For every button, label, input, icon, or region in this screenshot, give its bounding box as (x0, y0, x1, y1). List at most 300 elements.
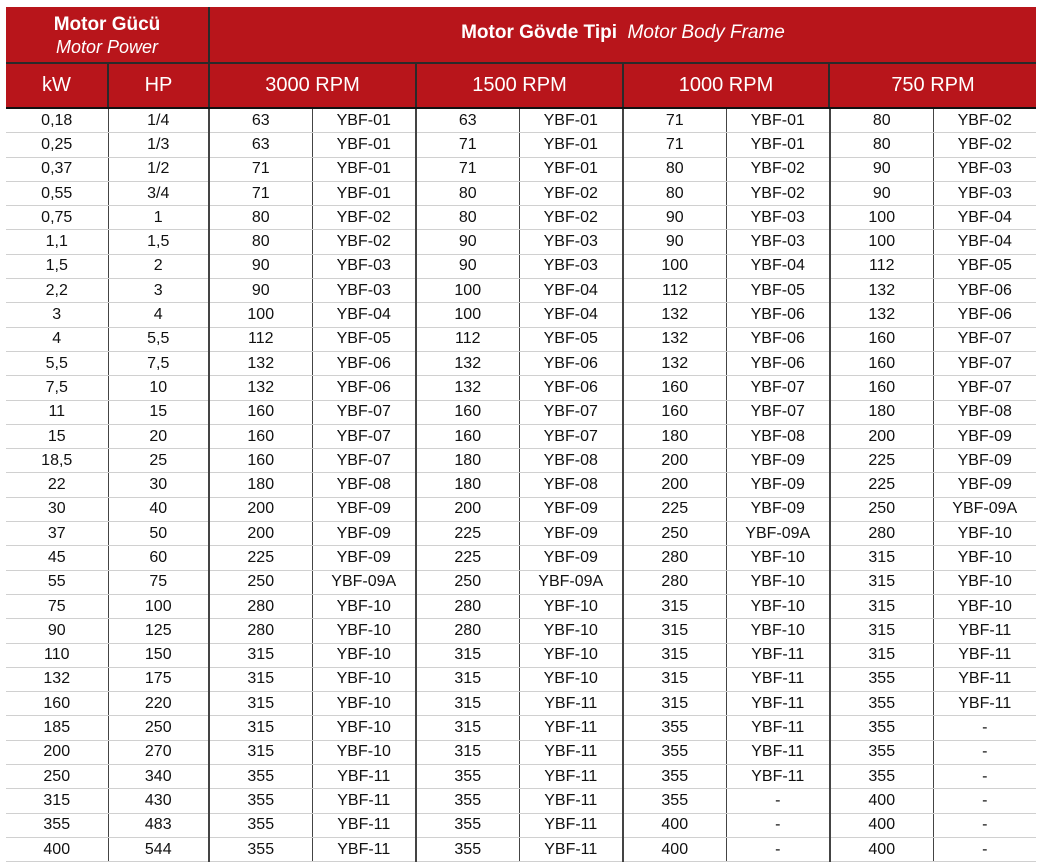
type-1000-cell: YBF-09A (726, 522, 830, 546)
hp-cell: 250 (108, 716, 209, 740)
frame-1500-cell: 180 (416, 449, 519, 473)
table-row (6, 230, 1036, 254)
frame-750-cell: 355 (830, 716, 933, 740)
type-1500-cell: YBF-01 (519, 133, 623, 157)
type-1500-cell: YBF-10 (519, 594, 623, 618)
frame-750-cell: 250 (830, 497, 933, 521)
frame-1500-cell: 160 (416, 400, 519, 424)
kw-cell: 22 (6, 473, 108, 497)
frame-750-cell: 200 (830, 424, 933, 448)
type-1500-cell: YBF-06 (519, 351, 623, 375)
frame-1000-cell: 315 (623, 643, 726, 667)
type-3000-cell: YBF-10 (312, 716, 416, 740)
type-750-cell: YBF-11 (933, 643, 1036, 667)
frame-3000-cell: 280 (209, 619, 312, 643)
table-row (6, 181, 1036, 205)
type-1000-cell: YBF-10 (726, 570, 830, 594)
type-1000-cell: YBF-01 (726, 133, 830, 157)
type-3000-cell: YBF-08 (312, 473, 416, 497)
frame-750-cell: 400 (830, 813, 933, 837)
table-row (6, 594, 1036, 618)
frame-1500-cell: 132 (416, 376, 519, 400)
frame-3000-cell: 225 (209, 546, 312, 570)
col-header-750rpm: 750 RPM (891, 74, 975, 96)
frame-750-cell: 355 (830, 692, 933, 716)
frame-3000-cell: 71 (209, 157, 312, 181)
type-1000-cell: YBF-10 (726, 594, 830, 618)
frame-750-cell: 280 (830, 522, 933, 546)
frame-3000-cell: 315 (209, 716, 312, 740)
kw-cell: 45 (6, 546, 108, 570)
kw-cell: 315 (6, 789, 108, 813)
type-750-cell: - (933, 765, 1036, 789)
frame-1000-cell: 132 (623, 303, 726, 327)
type-1000-cell: YBF-06 (726, 327, 830, 351)
kw-cell: 185 (6, 716, 108, 740)
hp-cell: 1/3 (108, 133, 209, 157)
type-1500-cell: YBF-11 (519, 789, 623, 813)
type-1000-cell: - (726, 837, 830, 861)
frame-750-cell: 400 (830, 837, 933, 861)
type-3000-cell: YBF-10 (312, 594, 416, 618)
kw-cell: 0,75 (6, 206, 108, 230)
frame-750-cell: 90 (830, 181, 933, 205)
type-3000-cell: YBF-10 (312, 692, 416, 716)
frame-1500-cell: 355 (416, 789, 519, 813)
hp-cell: 3/4 (108, 181, 209, 205)
hp-cell: 125 (108, 619, 209, 643)
type-1500-cell: YBF-01 (519, 109, 623, 133)
hp-cell: 10 (108, 376, 209, 400)
table-row (6, 473, 1036, 497)
kw-cell: 55 (6, 570, 108, 594)
frame-3000-cell: 250 (209, 570, 312, 594)
type-1500-cell: YBF-09 (519, 546, 623, 570)
type-1000-cell: YBF-08 (726, 424, 830, 448)
type-1000-cell: YBF-11 (726, 740, 830, 764)
table-row (6, 400, 1036, 424)
frame-1500-cell: 250 (416, 570, 519, 594)
type-1500-cell: YBF-09 (519, 522, 623, 546)
table-row (6, 449, 1036, 473)
type-3000-cell: YBF-01 (312, 133, 416, 157)
type-1000-cell: YBF-06 (726, 351, 830, 375)
frame-1000-cell: 400 (623, 813, 726, 837)
frame-3000-cell: 355 (209, 765, 312, 789)
frame-1500-cell: 100 (416, 303, 519, 327)
type-1000-cell: YBF-11 (726, 716, 830, 740)
frame-3000-cell: 355 (209, 789, 312, 813)
frame-1500-cell: 90 (416, 230, 519, 254)
hp-cell: 40 (108, 497, 209, 521)
motor-power-title-en: Motor Power (55, 37, 159, 57)
frame-3000-cell: 71 (209, 181, 312, 205)
frame-750-cell: 132 (830, 279, 933, 303)
kw-cell: 11 (6, 400, 108, 424)
type-750-cell: YBF-04 (933, 230, 1036, 254)
type-3000-cell: YBF-11 (312, 837, 416, 861)
frame-750-cell: 80 (830, 133, 933, 157)
hp-cell: 5,5 (108, 327, 209, 351)
frame-1000-cell: 280 (623, 570, 726, 594)
kw-cell: 110 (6, 643, 108, 667)
frame-1500-cell: 315 (416, 692, 519, 716)
type-1500-cell: YBF-10 (519, 643, 623, 667)
type-3000-cell: YBF-04 (312, 303, 416, 327)
type-1000-cell: YBF-04 (726, 254, 830, 278)
kw-cell: 0,37 (6, 157, 108, 181)
body-frame-title-en: Motor Body Frame (627, 22, 785, 43)
frame-750-cell: 225 (830, 449, 933, 473)
frame-1000-cell: 315 (623, 667, 726, 691)
frame-750-cell: 315 (830, 643, 933, 667)
type-750-cell: - (933, 789, 1036, 813)
kw-cell: 200 (6, 740, 108, 764)
frame-750-cell: 315 (830, 570, 933, 594)
type-750-cell: - (933, 740, 1036, 764)
type-1500-cell: YBF-05 (519, 327, 623, 351)
type-1500-cell: YBF-07 (519, 400, 623, 424)
type-1000-cell: YBF-11 (726, 643, 830, 667)
frame-750-cell: 355 (830, 667, 933, 691)
frame-1000-cell: 71 (623, 109, 726, 133)
type-1500-cell: YBF-04 (519, 303, 623, 327)
table-row (6, 279, 1036, 303)
frame-750-cell: 90 (830, 157, 933, 181)
type-3000-cell: YBF-10 (312, 643, 416, 667)
type-3000-cell: YBF-11 (312, 813, 416, 837)
type-1000-cell: YBF-09 (726, 473, 830, 497)
frame-750-cell: 355 (830, 765, 933, 789)
type-3000-cell: YBF-07 (312, 449, 416, 473)
type-1000-cell: - (726, 789, 830, 813)
table-row (6, 765, 1036, 789)
frame-750-cell: 400 (830, 789, 933, 813)
type-3000-cell: YBF-05 (312, 327, 416, 351)
hp-cell: 4 (108, 303, 209, 327)
type-1500-cell: YBF-11 (519, 692, 623, 716)
type-1500-cell: YBF-02 (519, 181, 623, 205)
kw-cell: 37 (6, 522, 108, 546)
hp-cell: 1/4 (108, 109, 209, 133)
hp-cell: 20 (108, 424, 209, 448)
frame-1500-cell: 80 (416, 206, 519, 230)
hp-cell: 150 (108, 643, 209, 667)
type-3000-cell: YBF-03 (312, 279, 416, 303)
type-750-cell: YBF-02 (933, 109, 1036, 133)
frame-750-cell: 355 (830, 740, 933, 764)
frame-1500-cell: 160 (416, 424, 519, 448)
type-1000-cell: YBF-07 (726, 376, 830, 400)
frame-3000-cell: 200 (209, 497, 312, 521)
hp-cell: 60 (108, 546, 209, 570)
type-750-cell: YBF-03 (933, 157, 1036, 181)
frame-1000-cell: 160 (623, 400, 726, 424)
type-750-cell: YBF-10 (933, 594, 1036, 618)
frame-1000-cell: 180 (623, 424, 726, 448)
frame-3000-cell: 63 (209, 133, 312, 157)
type-1000-cell: YBF-10 (726, 546, 830, 570)
frame-3000-cell: 315 (209, 667, 312, 691)
frame-750-cell: 160 (830, 327, 933, 351)
col-header-hp: HP (144, 74, 173, 96)
frame-1500-cell: 71 (416, 157, 519, 181)
table-body (6, 109, 1036, 862)
frame-750-cell: 225 (830, 473, 933, 497)
col-header-kw: kW (42, 74, 71, 96)
frame-3000-cell: 180 (209, 473, 312, 497)
frame-3000-cell: 100 (209, 303, 312, 327)
kw-cell: 7,5 (6, 376, 108, 400)
frame-750-cell: 132 (830, 303, 933, 327)
frame-3000-cell: 132 (209, 351, 312, 375)
frame-1000-cell: 355 (623, 716, 726, 740)
frame-1000-cell: 315 (623, 692, 726, 716)
table-row (6, 716, 1036, 740)
hp-cell: 75 (108, 570, 209, 594)
kw-cell: 0,25 (6, 133, 108, 157)
type-750-cell: YBF-04 (933, 206, 1036, 230)
kw-cell: 18,5 (6, 449, 108, 473)
frame-1000-cell: 400 (623, 837, 726, 861)
table-row (6, 424, 1036, 448)
hp-cell: 1 (108, 206, 209, 230)
type-1500-cell: YBF-08 (519, 449, 623, 473)
frame-1000-cell: 100 (623, 254, 726, 278)
type-1500-cell: YBF-10 (519, 619, 623, 643)
frame-750-cell: 315 (830, 546, 933, 570)
type-750-cell: YBF-10 (933, 522, 1036, 546)
type-1000-cell: YBF-10 (726, 619, 830, 643)
hp-cell: 483 (108, 813, 209, 837)
table-row (6, 327, 1036, 351)
type-750-cell: - (933, 837, 1036, 861)
kw-cell: 15 (6, 424, 108, 448)
kw-cell: 1,5 (6, 254, 108, 278)
type-750-cell: YBF-10 (933, 570, 1036, 594)
type-750-cell: YBF-02 (933, 133, 1036, 157)
type-1000-cell: YBF-03 (726, 230, 830, 254)
frame-1500-cell: 132 (416, 351, 519, 375)
type-3000-cell: YBF-07 (312, 400, 416, 424)
type-750-cell: YBF-07 (933, 351, 1036, 375)
type-1500-cell: YBF-08 (519, 473, 623, 497)
frame-1000-cell: 112 (623, 279, 726, 303)
frame-3000-cell: 80 (209, 206, 312, 230)
motor-power-title-tr: Motor Gücü (53, 14, 161, 35)
data-table (6, 109, 1036, 862)
table-row (6, 254, 1036, 278)
frame-3000-cell: 112 (209, 327, 312, 351)
type-1500-cell: YBF-09A (519, 570, 623, 594)
kw-cell: 5,5 (6, 351, 108, 375)
frame-1500-cell: 355 (416, 765, 519, 789)
hp-cell: 1/2 (108, 157, 209, 181)
frame-1000-cell: 132 (623, 351, 726, 375)
type-750-cell: YBF-11 (933, 619, 1036, 643)
frame-3000-cell: 355 (209, 837, 312, 861)
kw-cell: 400 (6, 837, 108, 861)
type-750-cell: - (933, 813, 1036, 837)
frame-1000-cell: 355 (623, 740, 726, 764)
type-1500-cell: YBF-11 (519, 837, 623, 861)
kw-cell: 75 (6, 594, 108, 618)
type-3000-cell: YBF-10 (312, 619, 416, 643)
kw-cell: 90 (6, 619, 108, 643)
type-750-cell: YBF-07 (933, 376, 1036, 400)
table-row (6, 109, 1036, 133)
type-1000-cell: YBF-11 (726, 667, 830, 691)
table-row (6, 351, 1036, 375)
frame-1500-cell: 280 (416, 619, 519, 643)
frame-3000-cell: 160 (209, 449, 312, 473)
type-1000-cell: YBF-02 (726, 181, 830, 205)
type-1500-cell: YBF-10 (519, 667, 623, 691)
hp-cell: 50 (108, 522, 209, 546)
frame-1500-cell: 315 (416, 667, 519, 691)
frame-1000-cell: 90 (623, 230, 726, 254)
kw-cell: 3 (6, 303, 108, 327)
type-1000-cell: YBF-11 (726, 765, 830, 789)
type-1500-cell: YBF-11 (519, 765, 623, 789)
frame-1500-cell: 315 (416, 643, 519, 667)
type-750-cell: YBF-11 (933, 667, 1036, 691)
hp-cell: 340 (108, 765, 209, 789)
table-row (6, 570, 1036, 594)
frame-1500-cell: 355 (416, 837, 519, 861)
table-row (6, 546, 1036, 570)
type-3000-cell: YBF-10 (312, 740, 416, 764)
table-row (6, 643, 1036, 667)
frame-750-cell: 112 (830, 254, 933, 278)
hp-cell: 15 (108, 400, 209, 424)
hp-cell: 544 (108, 837, 209, 861)
frame-750-cell: 160 (830, 376, 933, 400)
type-1500-cell: YBF-04 (519, 279, 623, 303)
type-1500-cell: YBF-01 (519, 157, 623, 181)
table-row (6, 789, 1036, 813)
col-header-1000rpm: 1000 RPM (678, 74, 774, 96)
frame-1000-cell: 71 (623, 133, 726, 157)
type-3000-cell: YBF-06 (312, 351, 416, 375)
frame-1500-cell: 180 (416, 473, 519, 497)
type-1500-cell: YBF-11 (519, 740, 623, 764)
table-row (6, 303, 1036, 327)
kw-cell: 160 (6, 692, 108, 716)
type-1500-cell: YBF-11 (519, 813, 623, 837)
kw-cell: 4 (6, 327, 108, 351)
type-3000-cell: YBF-11 (312, 789, 416, 813)
type-1000-cell: YBF-11 (726, 692, 830, 716)
type-750-cell: YBF-09 (933, 473, 1036, 497)
kw-cell: 0,18 (6, 109, 108, 133)
hp-cell: 25 (108, 449, 209, 473)
type-750-cell: YBF-03 (933, 181, 1036, 205)
type-750-cell: YBF-09A (933, 497, 1036, 521)
hp-cell: 220 (108, 692, 209, 716)
frame-750-cell: 180 (830, 400, 933, 424)
type-1000-cell: YBF-07 (726, 400, 830, 424)
frame-1000-cell: 80 (623, 181, 726, 205)
frame-1000-cell: 200 (623, 449, 726, 473)
frame-750-cell: 100 (830, 206, 933, 230)
type-3000-cell: YBF-02 (312, 206, 416, 230)
type-1500-cell: YBF-02 (519, 206, 623, 230)
type-750-cell: YBF-10 (933, 546, 1036, 570)
hp-cell: 430 (108, 789, 209, 813)
frame-3000-cell: 315 (209, 740, 312, 764)
body-frame-title-tr: Motor Gövde Tipi (461, 22, 617, 43)
frame-750-cell: 80 (830, 109, 933, 133)
type-1500-cell: YBF-03 (519, 254, 623, 278)
frame-1500-cell: 100 (416, 279, 519, 303)
frame-3000-cell: 355 (209, 813, 312, 837)
table-row (6, 813, 1036, 837)
motor-frame-table (6, 7, 1036, 862)
type-3000-cell: YBF-03 (312, 254, 416, 278)
type-750-cell: YBF-06 (933, 303, 1036, 327)
frame-1500-cell: 280 (416, 594, 519, 618)
frame-3000-cell: 63 (209, 109, 312, 133)
frame-1000-cell: 315 (623, 619, 726, 643)
frame-750-cell: 160 (830, 351, 933, 375)
type-3000-cell: YBF-01 (312, 157, 416, 181)
table-row (6, 206, 1036, 230)
table-row (6, 157, 1036, 181)
kw-cell: 1,1 (6, 230, 108, 254)
frame-1000-cell: 315 (623, 594, 726, 618)
type-1000-cell: YBF-02 (726, 157, 830, 181)
frame-1500-cell: 63 (416, 109, 519, 133)
kw-cell: 355 (6, 813, 108, 837)
frame-1000-cell: 355 (623, 765, 726, 789)
kw-cell: 30 (6, 497, 108, 521)
type-1000-cell: YBF-01 (726, 109, 830, 133)
frame-750-cell: 315 (830, 619, 933, 643)
frame-3000-cell: 80 (209, 230, 312, 254)
frame-1500-cell: 71 (416, 133, 519, 157)
type-750-cell: YBF-06 (933, 279, 1036, 303)
frame-1500-cell: 225 (416, 522, 519, 546)
hp-cell: 30 (108, 473, 209, 497)
frame-1500-cell: 80 (416, 181, 519, 205)
table-row (6, 376, 1036, 400)
frame-1000-cell: 132 (623, 327, 726, 351)
frame-3000-cell: 132 (209, 376, 312, 400)
table-row (6, 740, 1036, 764)
frame-750-cell: 100 (830, 230, 933, 254)
type-3000-cell: YBF-07 (312, 424, 416, 448)
frame-3000-cell: 90 (209, 279, 312, 303)
type-3000-cell: YBF-09A (312, 570, 416, 594)
type-1500-cell: YBF-06 (519, 376, 623, 400)
type-750-cell: YBF-11 (933, 692, 1036, 716)
body-frame-title (210, 23, 1036, 42)
type-750-cell: YBF-09 (933, 449, 1036, 473)
frame-3000-cell: 200 (209, 522, 312, 546)
frame-3000-cell: 160 (209, 424, 312, 448)
hp-cell: 2 (108, 254, 209, 278)
kw-cell: 132 (6, 667, 108, 691)
type-1000-cell: YBF-05 (726, 279, 830, 303)
frame-1000-cell: 225 (623, 497, 726, 521)
frame-1500-cell: 90 (416, 254, 519, 278)
type-3000-cell: YBF-01 (312, 181, 416, 205)
frame-1000-cell: 160 (623, 376, 726, 400)
frame-1500-cell: 355 (416, 813, 519, 837)
frame-1000-cell: 90 (623, 206, 726, 230)
table-row (6, 522, 1036, 546)
